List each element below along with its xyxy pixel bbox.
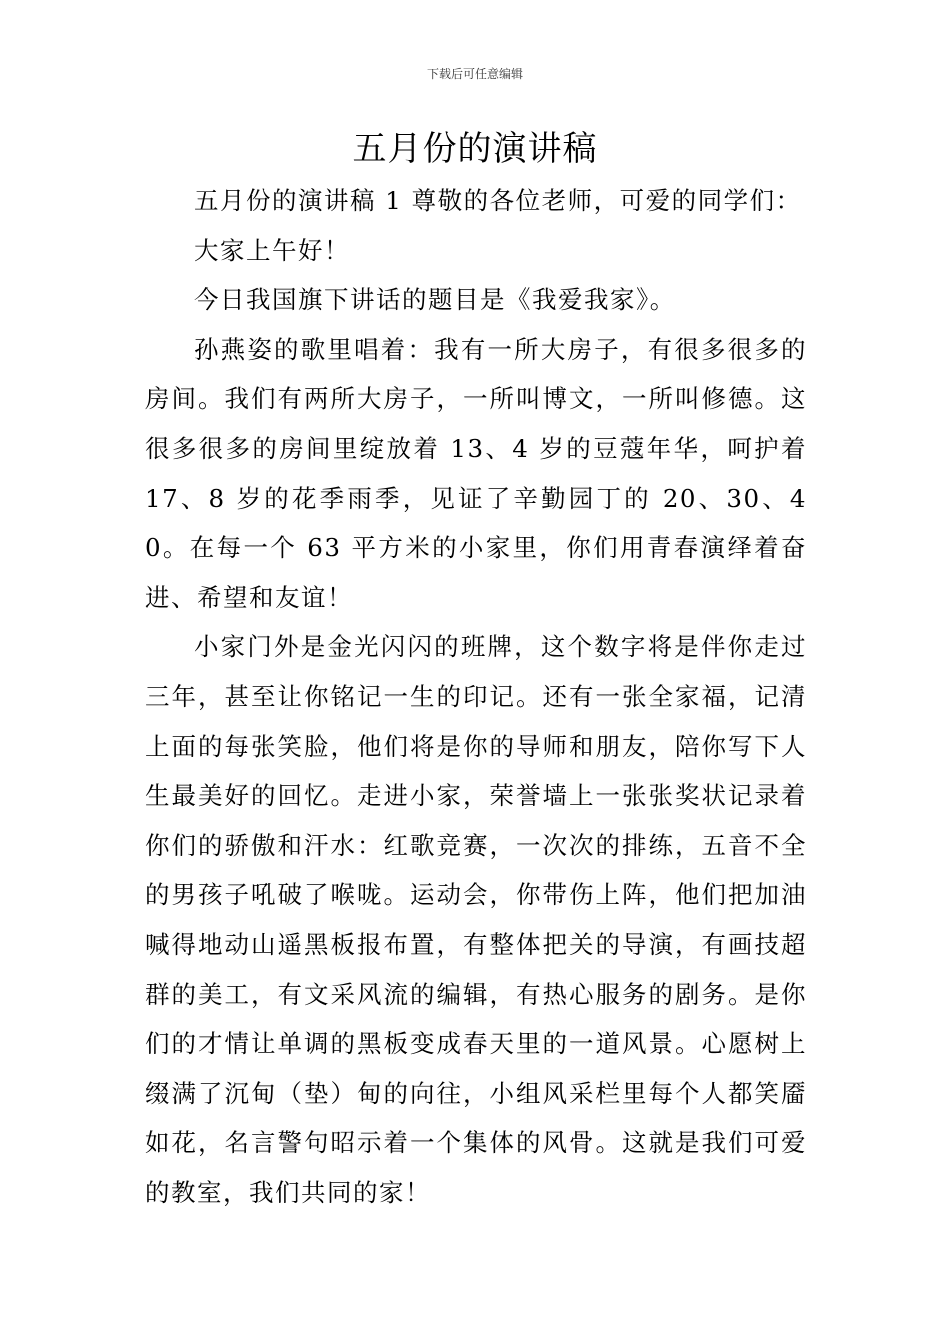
paragraph-topic: 今日我国旗下讲话的题目是《我爱我家》。 (194, 285, 676, 315)
page-header-note: 下载后可任意编辑 (426, 67, 523, 81)
paragraph-big-house: 孙燕姿的歌里唱着：我有一所大房子，有很多很多的房间。我们有两所大房子，一所叫博文，一所叫修德。这很多很多的房间里绽放着 13、4 岁的豆蔻年华，呵护着 17、8 岁的花季雨季，见证了辛勤园丁的 20、30、40。在每一个 63 平方米的小家里，你们用青春演绎着奋进、希望和友谊！ (145, 334, 807, 612)
document-body (145, 176, 807, 1217)
paragraph-classroom-home: 小家门外是金光闪闪的班牌，这个数字将是伴你走过三年，甚至让你铭记一生的印记。还有一张全家福，记清上面的每张笑脸，他们将是你的导师和朋友，陪你写下人生最美好的回忆。走进小家，荣誉墙上一张张奖状记录着你们的骄傲和汗水：红歌竞赛，一次次的排练，五音不全的男孩子吼破了喉咙。运动会，你带伤上阵，他们把加油喊得地动山遥黑板报布置，有整体把关的导演，有画技超群的美工，有文采风流的编辑，有热心服务的剧务。是你们的才情让单调的黑板变成春天里的一道风景。心愿树上缀满了沉甸（垫）甸的向往，小组风采栏里每个人都笑靥如花，名言警句昭示着一个集体的风骨。这就是我们可爱的教室，我们共同的家！ (145, 632, 807, 1207)
paragraph-greeting-line: 五月份的演讲稿 1 尊敬的各位老师，可爱的同学们： (194, 186, 802, 215)
document-title: 五月份的演讲稿 (352, 129, 598, 169)
paragraph-morning-greeting: 大家上午好！ (194, 235, 350, 265)
